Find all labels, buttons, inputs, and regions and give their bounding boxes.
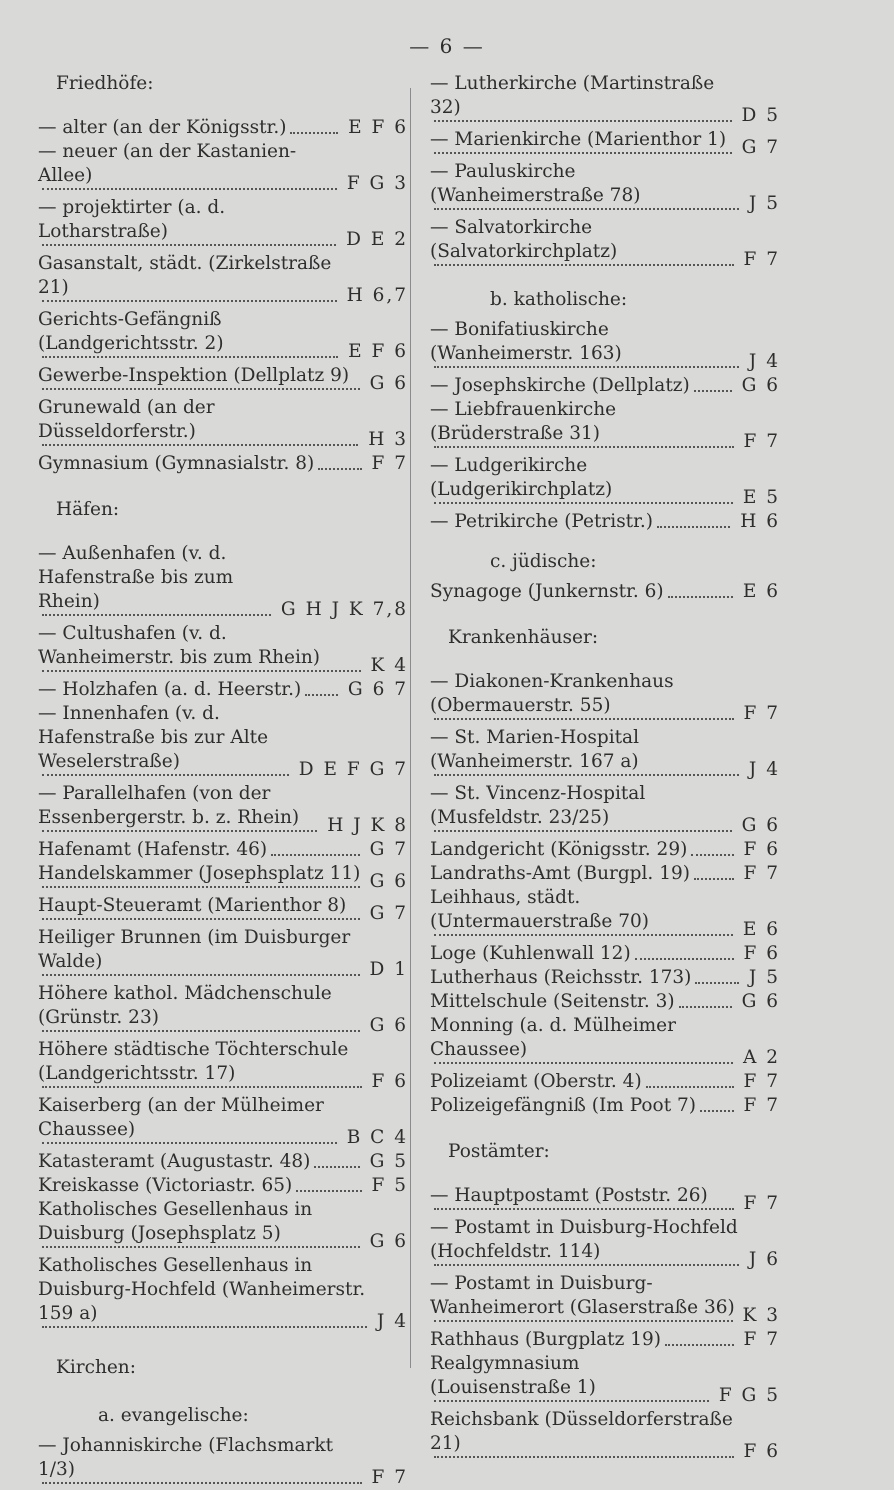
- entry-name: — Josephskirche (Dellplatz): [430, 375, 690, 396]
- map-grid-reference: F 7: [743, 863, 780, 884]
- index-entry: [430, 1408, 780, 1464]
- index-entry: [38, 116, 408, 140]
- map-grid-reference: G 6: [369, 1015, 408, 1036]
- index-entry: [38, 1174, 408, 1198]
- index-entry: [38, 622, 408, 678]
- map-grid-reference: F 5: [371, 1175, 408, 1196]
- entry-name: Monning (a. d. Mülheimer Chaussee): [430, 1015, 676, 1060]
- dot-leader: [42, 1086, 362, 1088]
- map-grid-reference: F 7: [743, 1329, 780, 1350]
- spacer: [430, 534, 780, 546]
- map-grid-reference: G 7: [369, 903, 408, 924]
- map-grid-reference: F G 3: [346, 173, 408, 194]
- column-divider: [410, 88, 411, 1368]
- entry-name: — Liebfrauenkirche (Brüderstraße 31): [430, 399, 617, 444]
- dot-leader: [434, 774, 739, 776]
- index-entry: [430, 374, 780, 398]
- entry-name: Haupt-Steueramt (Marienthor 8): [38, 895, 347, 916]
- dot-leader: [42, 1246, 360, 1248]
- dot-leader: [42, 1482, 362, 1484]
- entry-name: Polizeiamt (Oberstr. 4): [430, 1071, 642, 1092]
- map-grid-reference: G 6 7: [347, 679, 408, 700]
- dot-leader: [42, 774, 289, 776]
- dot-leader: [290, 132, 338, 134]
- section-subheading: b. katholische:: [490, 289, 628, 310]
- entry-name: — alter (an der Königsstr.): [38, 117, 287, 138]
- entry-name: Gewerbe-Inspektion (Dellplatz 9): [38, 365, 350, 386]
- index-entry: [430, 838, 780, 862]
- dot-leader: [679, 1006, 732, 1008]
- map-grid-reference: G 6: [741, 991, 780, 1012]
- map-grid-reference: J 4: [376, 1311, 408, 1332]
- map-grid-reference: D E F G 7: [298, 759, 408, 780]
- entry-name: — Hauptpostamt (Poststr. 26): [430, 1185, 708, 1206]
- entry-name: — Parallelhafen (von der Essenbergerstr. b. z. Rhein): [38, 783, 300, 828]
- index-entry: [38, 252, 408, 308]
- dot-leader: [42, 830, 317, 832]
- entry-name: Landgericht (Königsstr. 29): [430, 839, 688, 860]
- index-entry: [430, 670, 780, 726]
- map-grid-reference: K 4: [370, 655, 408, 676]
- index-entry: [430, 216, 780, 272]
- dot-leader: [657, 526, 730, 528]
- map-grid-reference: E F 6: [348, 341, 408, 362]
- entry-name: — Cultushafen (v. d. Wanheimerstr. bis zum Rhein): [38, 623, 321, 668]
- map-grid-reference: J 4: [748, 759, 780, 780]
- entry-name: — St. Marien-Hospital (Wanheimerstr. 167 a): [430, 727, 640, 772]
- entry-name: — Johanniskirche (Flachsmarkt 1/3): [38, 1435, 334, 1480]
- index-entry: [430, 72, 780, 128]
- index-entry: [430, 1014, 780, 1070]
- index-entry: [38, 838, 408, 862]
- entry-name: Katasteramt (Augustastr. 48): [38, 1151, 311, 1172]
- entry-name: Mittelschule (Seitenstr. 3): [430, 991, 675, 1012]
- dot-leader: [434, 366, 739, 368]
- map-grid-reference: F 6: [743, 943, 780, 964]
- map-grid-reference: J 5: [748, 193, 780, 214]
- entry-name: Loge (Kuhlenwall 12): [430, 943, 631, 964]
- map-grid-reference: F 7: [743, 703, 780, 724]
- index-entry: [430, 1070, 780, 1094]
- index-entry: [430, 1328, 780, 1352]
- dot-leader: [668, 596, 733, 598]
- dot-leader: [42, 244, 336, 246]
- dot-leader: [695, 982, 739, 984]
- dot-leader: [434, 152, 732, 154]
- entry-name: Lutherhaus (Reichsstr. 173): [430, 967, 692, 988]
- entry-name: Höhere kathol. Mädchenschule (Grünstr. 23): [38, 983, 332, 1028]
- map-grid-reference: G 6: [369, 1231, 408, 1252]
- spacer: [430, 1172, 780, 1184]
- map-grid-reference: F G 5: [718, 1385, 780, 1406]
- index-entry: [38, 308, 408, 364]
- spacer: [38, 1334, 408, 1356]
- index-entry: [430, 160, 780, 216]
- entry-name: Gerichts-Gefängniß (Landgerichtsstr. 2): [38, 309, 224, 354]
- map-grid-reference: G 7: [369, 839, 408, 860]
- dot-leader: [42, 974, 360, 976]
- entry-name: Handelskammer (Josephsplatz 11): [38, 863, 361, 884]
- map-grid-reference: F 6: [743, 839, 780, 860]
- index-entry: [430, 1094, 780, 1118]
- map-grid-reference: G 5: [369, 1151, 408, 1172]
- map-grid-reference: F 6: [371, 1071, 408, 1092]
- entry-name: — Postamt in Duisburg-Wanheimerort (Glaserstraße 36): [430, 1273, 735, 1318]
- spacer: [430, 658, 780, 670]
- entry-name: Kaiserberg (an der Mülheimer Chaussee): [38, 1095, 324, 1140]
- dot-leader: [42, 356, 338, 358]
- entry-name: — neuer (an der Kastanien-Allee): [38, 141, 297, 186]
- index-entry: [430, 942, 780, 966]
- index-entry: [38, 196, 408, 252]
- index-entry: [430, 990, 780, 1014]
- dot-leader: [305, 694, 338, 696]
- map-grid-reference: J 5: [748, 967, 780, 988]
- entry-name: Katholisches Gesellenhaus in Duisburg-Hochfeld (Wanheimerstr. 159 a): [38, 1255, 366, 1324]
- entry-name: Grunewald (an der Düsseldorferstr.): [38, 397, 215, 442]
- section-subheading: c. jüdische:: [490, 551, 597, 572]
- index-entry: [430, 510, 780, 534]
- map-grid-reference: F 7: [743, 431, 780, 452]
- map-grid-reference: K 3: [742, 1305, 780, 1326]
- dot-leader: [434, 934, 733, 936]
- map-grid-reference: F 6: [743, 1441, 780, 1462]
- index-entry: [38, 1038, 408, 1094]
- left-column: [38, 72, 408, 1490]
- section-subheading: a. evangelische:: [98, 1405, 249, 1426]
- index-entry: [38, 1094, 408, 1150]
- entry-name: — Petrikirche (Petristr.): [430, 511, 654, 532]
- dot-leader: [434, 446, 734, 448]
- entry-name: — Diakonen-Krankenhaus (Obermauerstr. 55): [430, 671, 674, 716]
- map-grid-reference: D E 2: [346, 229, 408, 250]
- map-grid-reference: F 7: [743, 249, 780, 270]
- section-heading: Kirchen:: [56, 1357, 136, 1378]
- map-grid-reference: D 5: [741, 105, 780, 126]
- dot-leader: [42, 388, 360, 390]
- dot-leader: [271, 854, 359, 856]
- entry-name: Polizeigefängniß (Im Poot 7): [430, 1095, 697, 1116]
- entry-name: — Marienkirche (Marienthor 1): [430, 129, 727, 150]
- index-entry: [430, 398, 780, 454]
- dot-leader: [434, 1264, 739, 1266]
- dot-leader: [694, 878, 734, 880]
- entry-name: — St. Vincenz-Hospital (Musfeldstr. 23/25): [430, 783, 646, 828]
- page-number: — 6 —: [409, 34, 485, 58]
- map-grid-reference: E 6: [742, 919, 780, 940]
- dot-leader: [635, 958, 734, 960]
- entry-name: — Pauluskirche (Wanheimerstraße 78): [430, 161, 641, 206]
- map-grid-reference: H 6: [740, 511, 780, 532]
- index-entry: [38, 396, 408, 452]
- index-entry: [38, 1198, 408, 1254]
- map-grid-reference: F 7: [371, 1467, 408, 1488]
- map-grid-reference: E F 6: [348, 117, 408, 138]
- right-column: [430, 72, 780, 1464]
- spacer: [38, 104, 408, 116]
- map-grid-reference: J 6: [748, 1249, 780, 1270]
- index-entry: [38, 862, 408, 894]
- map-grid-reference: G 6: [369, 871, 408, 892]
- dot-leader: [296, 1190, 361, 1192]
- index-entry: [430, 886, 780, 942]
- dot-leader: [434, 1320, 733, 1322]
- entry-name: Gasanstalt, städt. (Zirkelstraße 21): [38, 253, 332, 298]
- index-entry: [38, 364, 408, 396]
- spacer: [430, 604, 780, 626]
- map-grid-reference: G 7: [741, 137, 780, 158]
- map-grid-reference: D 1: [369, 959, 408, 980]
- index-entry: [38, 926, 408, 982]
- dot-leader: [42, 614, 271, 616]
- index-entry: [38, 1254, 408, 1334]
- index-entry: [430, 1272, 780, 1328]
- index-entry: [430, 1352, 780, 1408]
- index-entry: [38, 982, 408, 1038]
- dot-leader: [434, 718, 734, 720]
- map-grid-reference: E 5: [742, 487, 780, 508]
- index-entry: [430, 782, 780, 838]
- entry-name: Kreiskasse (Victoriastr. 65): [38, 1175, 293, 1196]
- entry-name: Landraths-Amt (Burgpl. 19): [430, 863, 690, 884]
- dot-leader: [318, 468, 361, 470]
- spacer: [430, 1118, 780, 1140]
- map-grid-reference: F 7: [743, 1071, 780, 1092]
- dot-leader: [434, 208, 739, 210]
- spacer: [38, 476, 408, 498]
- dot-leader: [314, 1166, 359, 1168]
- index-entry: [430, 726, 780, 782]
- map-grid-reference: G H J K 7,8: [280, 599, 408, 620]
- entry-name: Gymnasium (Gymnasialstr. 8): [38, 453, 315, 474]
- entry-name: Katholisches Gesellenhaus in Duisburg (Josephsplatz 5): [38, 1199, 313, 1244]
- entry-name: Rathhaus (Burgplatz 19): [430, 1329, 661, 1350]
- index-entry: [430, 862, 780, 886]
- entry-name: Heiliger Brunnen (im Duisburger Walde): [38, 927, 351, 972]
- dot-leader: [42, 1030, 360, 1032]
- index-entry: [38, 452, 408, 476]
- dot-leader: [42, 918, 360, 920]
- dot-leader: [42, 444, 358, 446]
- index-entry: [430, 1184, 780, 1216]
- map-grid-reference: G 6: [369, 373, 408, 394]
- index-entry: [430, 454, 780, 510]
- dot-leader: [434, 1208, 734, 1210]
- map-grid-reference: G 6: [741, 375, 780, 396]
- section-heading: Häfen:: [56, 499, 120, 520]
- index-entry: [38, 1434, 408, 1490]
- index-entry: [38, 894, 408, 926]
- index-entry: [38, 140, 408, 196]
- entry-name: — Ludgerikirche (Ludgerikirchplatz): [430, 455, 613, 500]
- entry-name: — Bonifatiuskirche (Wanheimerstr. 163): [430, 319, 622, 364]
- entry-name: Leihhaus, städt. (Untermauerstraße 70): [430, 887, 649, 932]
- dot-leader: [700, 1110, 733, 1112]
- index-entry: [430, 966, 780, 990]
- map-grid-reference: J 4: [748, 351, 780, 372]
- dot-leader: [646, 1086, 734, 1088]
- entry-name: — Holzhafen (a. d. Heerstr.): [38, 679, 302, 700]
- section-heading: Friedhöfe:: [56, 73, 154, 94]
- entry-name: Hafenamt (Hafenstr. 46): [38, 839, 268, 860]
- index-entry: [38, 702, 408, 782]
- entry-name: — Lutherkirche (Martinstraße 32): [430, 73, 715, 118]
- entry-name: — Innenhafen (v. d. Hafenstraße bis zur Alte Weselerstraße): [38, 703, 269, 772]
- index-entry: [38, 782, 408, 838]
- index-entry: [430, 128, 780, 160]
- map-grid-reference: E 6: [742, 581, 780, 602]
- map-grid-reference: B C 4: [346, 1127, 408, 1148]
- entry-name: Synagoge (Junkernstr. 6): [430, 581, 664, 602]
- index-entry: [38, 1150, 408, 1174]
- index-entry: [38, 678, 408, 702]
- entry-name: — Postamt in Duisburg-Hochfeld (Hochfeldstr. 114): [430, 1217, 738, 1262]
- dot-leader: [42, 886, 360, 888]
- spacer: [430, 272, 780, 284]
- index-entry: [38, 542, 408, 622]
- index-entry: [430, 580, 780, 604]
- dot-leader: [42, 1326, 367, 1328]
- dot-leader: [434, 264, 734, 266]
- map-grid-reference: H 3: [368, 429, 408, 450]
- dot-leader: [694, 390, 732, 392]
- entry-name: — projektirter (a. d. Lotharstraße): [38, 197, 226, 242]
- map-grid-reference: A 2: [742, 1047, 780, 1068]
- dot-leader: [42, 300, 337, 302]
- dot-leader: [665, 1344, 734, 1346]
- spacer: [38, 1388, 408, 1400]
- index-entry: [430, 318, 780, 374]
- entry-name: Reichsbank (Düsseldorferstraße 21): [430, 1409, 733, 1454]
- dot-leader: [42, 1142, 337, 1144]
- entry-name: Höhere städtische Töchterschule (Landgerichtsstr. 17): [38, 1039, 349, 1084]
- map-grid-reference: F 7: [371, 453, 408, 474]
- map-grid-reference: G 6: [741, 815, 780, 836]
- entry-name: — Außenhafen (v. d. Hafenstraße bis zum Rhein): [38, 543, 234, 612]
- dot-leader: [434, 120, 732, 122]
- dot-leader: [42, 188, 337, 190]
- spacer: [38, 530, 408, 542]
- map-grid-reference: F 7: [743, 1193, 780, 1214]
- entry-name: — Salvatorkirche (Salvatorkirchplatz): [430, 217, 618, 262]
- dot-leader: [691, 854, 733, 856]
- dot-leader: [434, 1062, 733, 1064]
- map-grid-reference: H J K 8: [327, 815, 408, 836]
- map-grid-reference: H 6,7: [346, 285, 408, 306]
- dot-leader: [434, 1400, 709, 1402]
- dot-leader: [434, 502, 733, 504]
- dot-leader: [42, 670, 361, 672]
- entry-name: Realgymnasium (Louisenstraße 1): [430, 1353, 596, 1398]
- dot-leader: [434, 1456, 734, 1458]
- section-heading: Krankenhäuser:: [448, 627, 599, 648]
- index-entry: [430, 1216, 780, 1272]
- section-heading: Postämter:: [448, 1141, 550, 1162]
- map-grid-reference: F 7: [743, 1095, 780, 1116]
- dot-leader: [434, 830, 732, 832]
